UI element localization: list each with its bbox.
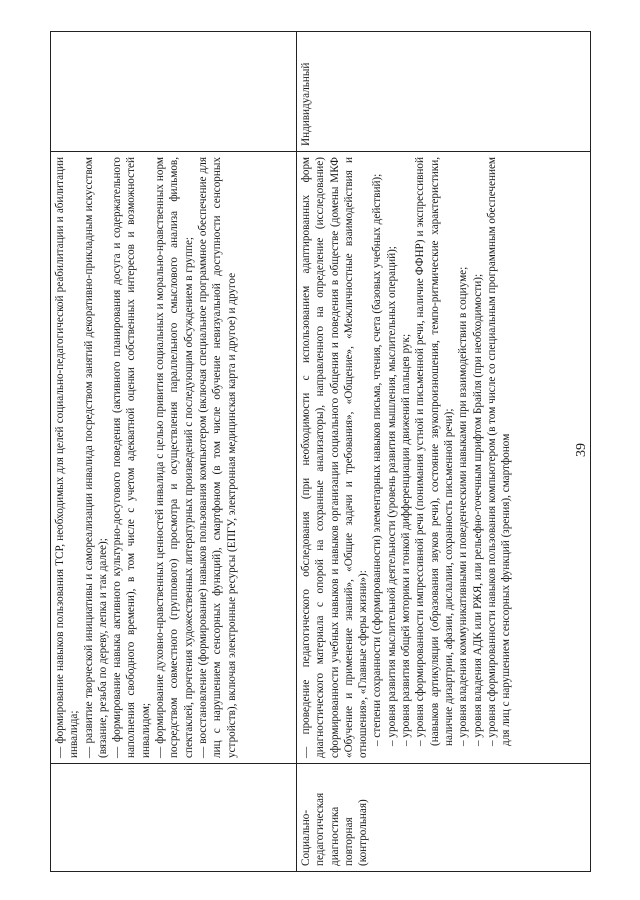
list-item: — формирование духовно-нравственных ценностей инвалида с целью привития социальных и морально-нравственных норм посредством совместного (группового) просмотра и осуществления параллельного смыслового анализа фильмов, спектаклей, прочтения художественных литературных произведений с последующим обсуждением в группе; bbox=[154, 157, 195, 758]
table-row bbox=[297, 32, 591, 872]
list-item: — проведение педагогического обследования (при необходимости с использованием адаптированных форм диагностического материала с опорой на сохранные анализаторы), направленного на определение (исследование) сформированности учебных навыков и навыков организации социального общения и поведения в обществе (домены МКФ «Обучение и применение знаний», «Общие задачи и требования», «Общение», «Межличностные взаимодействия и отношения», «Главные сферы жизни»): bbox=[300, 157, 370, 758]
content-cell bbox=[297, 152, 591, 764]
form-label: Индивидуальный bbox=[300, 62, 312, 146]
sub-list-item: – уровня развития общей моторики и тонкой дифференциации движений пальцев рук; bbox=[400, 333, 413, 746]
stage-label: Социально-педагогическая диагностика повторная (контрольная) bbox=[300, 792, 370, 866]
content-cell bbox=[51, 152, 297, 764]
sub-list-item: – уровня владения АДК или РЖЯ, или рельефно-точечным шрифтом Брайля (при необходимости); bbox=[471, 273, 484, 746]
list-item: — формирование навыка активного культурно-досугового поведения (активного планирования досуга и содержательного наполнения свободного времени), в том числе с учетом адекватной оценки собственных интересов и возможностей инвалидом; bbox=[111, 157, 152, 758]
sub-list-item: – уровня владения коммуникативными и поведенческими навыками при взаимодействии в социуме; bbox=[457, 266, 470, 746]
sub-list-item: – уровня сформированности импрессивной речи (понимания устной и письменной речи, наличие ФФНР) и экспрессивной (навыков артикуляции (образования звуков речи), состояние звукопроизношения, темпо-ритмические характеристики, наличие дизартрии, афазии, дислалии, сохранность письменной речи); bbox=[414, 157, 455, 746]
form-cell bbox=[51, 32, 297, 152]
sub-list-item: – уровня развития мыслительной деятельности (уровень развития мышления, мыслительных операций); bbox=[385, 246, 398, 746]
stage-cell bbox=[51, 764, 297, 872]
list-item: — развитие творческой инициативы и самореализации инвалида посредством занятий декоративно-прикладным искусством (вязание, резьба по дереву, лепка и так далее); bbox=[82, 157, 109, 758]
form-cell bbox=[297, 32, 591, 152]
sub-list-item: – уровня сформированности навыков пользования компьютером (в том числе со специальным программным обеспечением для лиц с нарушением сенсорных функций (зрения), смартфоном bbox=[485, 157, 513, 746]
rotated-page-content bbox=[50, 32, 590, 872]
list-item: — восстановление (формирование) навыков пользования компьютером (включая специальное программное обеспечение для лиц с нарушением сенсорных функций), смартфоном (в том числе обучение невизуальной доступности сенсорных устройств), включая электронные ресурсы (ЕПГУ, электронная медицинская карта и другое) и другое bbox=[196, 157, 238, 758]
table-row bbox=[51, 32, 297, 872]
list-item: — формирование навыков пользования ТСР, необходимых для целей социально-педагогической реабилитации и абилитации инвалида; bbox=[54, 157, 81, 758]
stage-cell bbox=[297, 764, 591, 872]
content-table bbox=[50, 31, 591, 872]
page-number: 39 bbox=[574, 443, 589, 457]
sub-list-item: – степени сохранности (сформированности) элементарных навыков письма, чтения, счета (базовых учебных действий); bbox=[371, 173, 384, 746]
